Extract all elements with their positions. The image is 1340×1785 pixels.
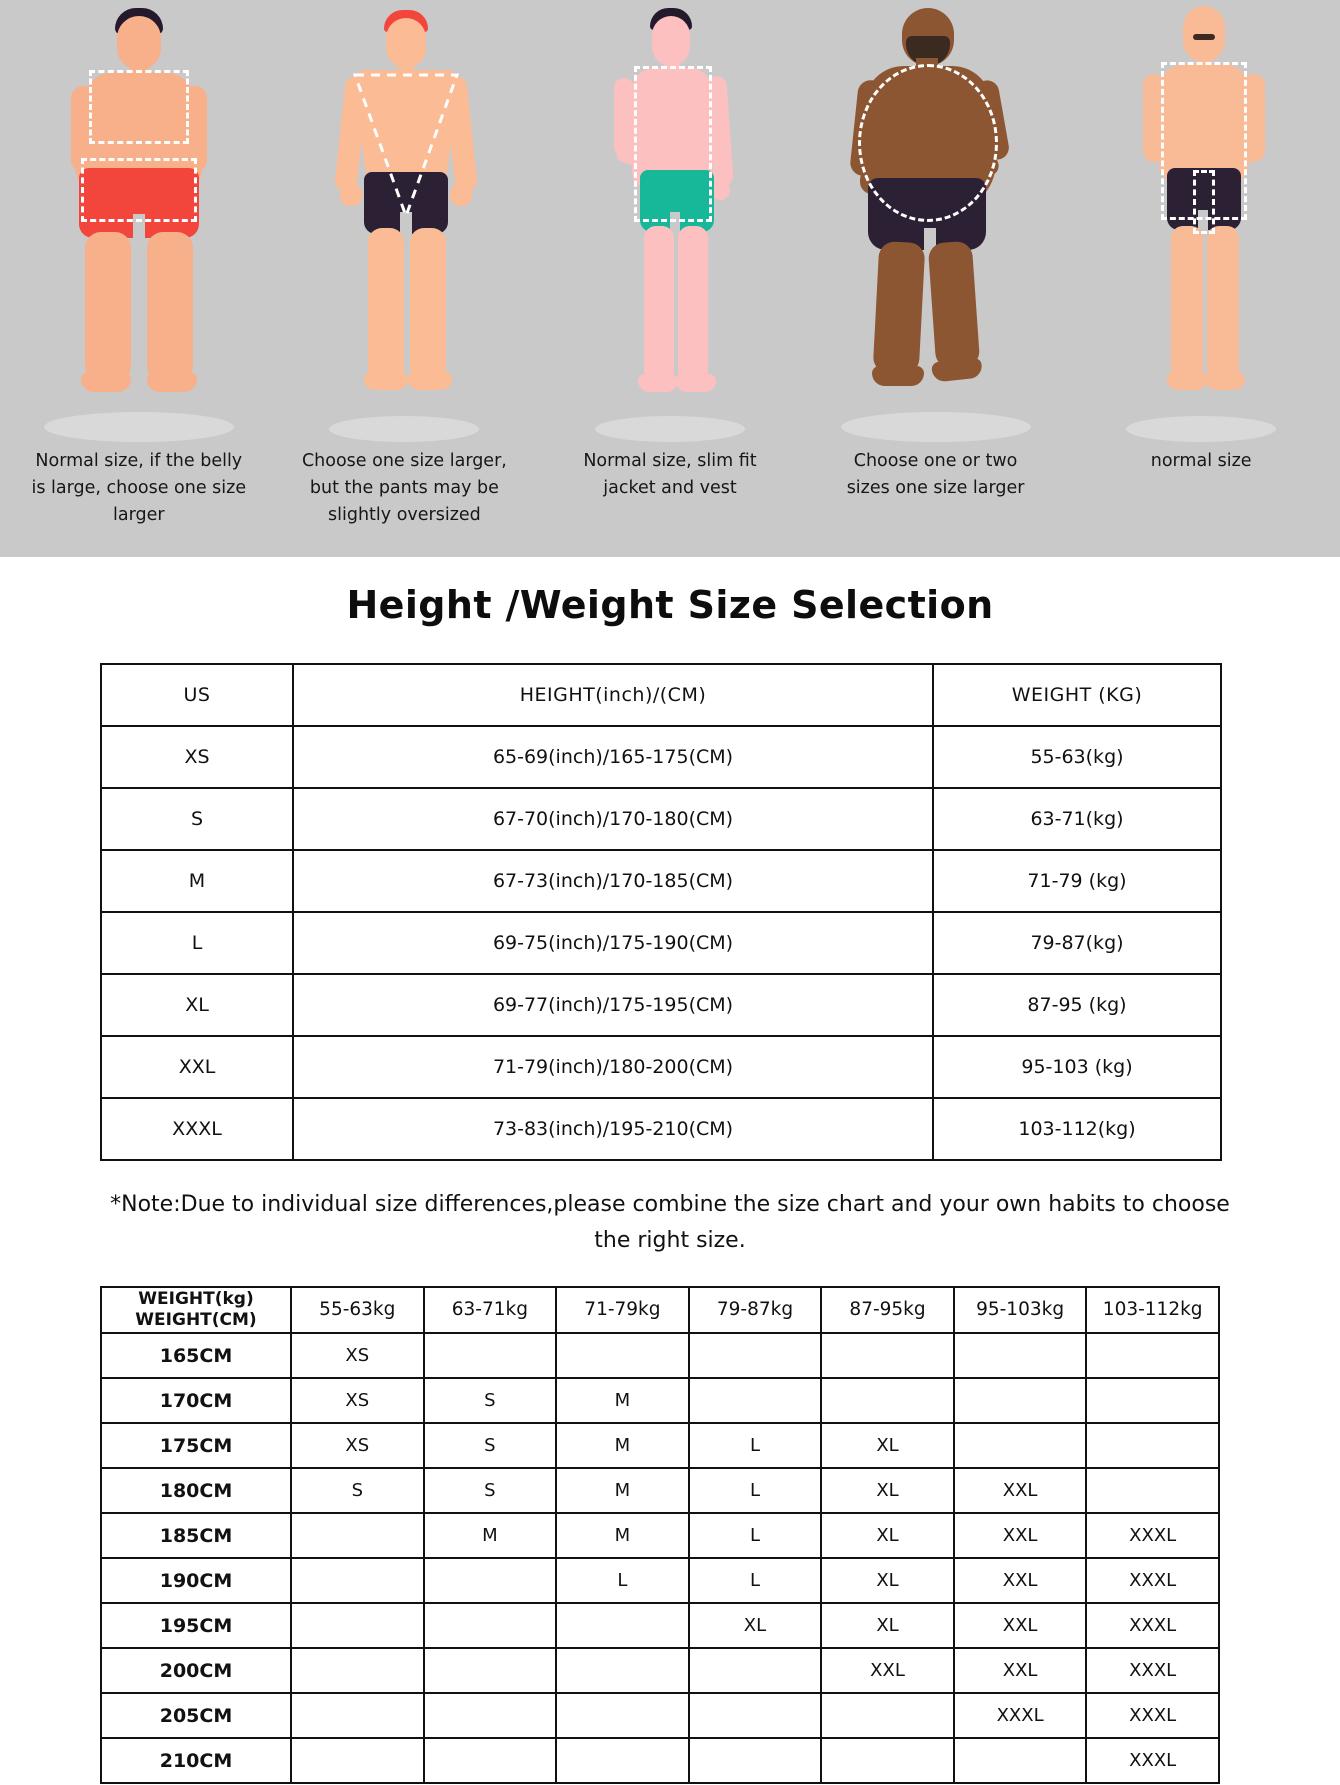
figure-athletic-art <box>288 0 520 448</box>
figure-athletic-v-shape <box>288 0 520 557</box>
foot-right <box>676 374 716 392</box>
table-row <box>101 974 1221 1036</box>
cell-size: L <box>101 912 293 974</box>
leg-right <box>678 226 708 384</box>
matrix-cell: M <box>556 1378 689 1423</box>
figure-caption: Normal size, slim fit jacket and vest <box>583 451 757 499</box>
cell-height: 73-83(inch)/195-210(CM) <box>293 1098 933 1160</box>
matrix-cell: XXXL <box>1086 1558 1219 1603</box>
v-taper-guide-dashed <box>352 70 460 220</box>
matrix-cell <box>424 1603 557 1648</box>
cell-size: XXXL <box>101 1098 293 1160</box>
matrix-cell <box>1086 1378 1219 1423</box>
size-table <box>100 663 1222 1161</box>
figure-shadow <box>841 412 1031 442</box>
foot-left <box>1167 372 1207 390</box>
matrix-cell <box>424 1738 557 1783</box>
matrix-row <box>101 1468 1219 1513</box>
cell-weight: 79-87(kg) <box>933 912 1221 974</box>
cell-height: 67-70(inch)/170-180(CM) <box>293 788 933 850</box>
leg-left <box>872 241 925 375</box>
leg-left <box>368 228 404 382</box>
matrix-cell <box>556 1738 689 1783</box>
matrix-cell: L <box>689 1423 822 1468</box>
matrix-cell <box>556 1603 689 1648</box>
matrix-row <box>101 1513 1219 1558</box>
figure-shadow <box>1126 416 1276 442</box>
foot-left <box>638 374 678 392</box>
cell-height: 69-77(inch)/175-195(CM) <box>293 974 933 1036</box>
leg-left <box>644 226 674 384</box>
cell-size: XXL <box>101 1036 293 1098</box>
matrix-cell: L <box>689 1513 822 1558</box>
matrix-row <box>101 1648 1219 1693</box>
foot-right <box>408 372 452 390</box>
matrix-cell <box>1086 1333 1219 1378</box>
matrix-cell <box>689 1378 822 1423</box>
size-note: *Note:Due to individual size differences,please combine the size chart and your own habits to choose the right size. <box>110 1192 1230 1254</box>
matrix-cell <box>424 1558 557 1603</box>
foot-right <box>1205 372 1245 390</box>
chest-waist-guide-dashed <box>634 66 712 222</box>
matrix-cell <box>424 1333 557 1378</box>
matrix-row-height: 180CM <box>101 1468 291 1513</box>
matrix-cell: M <box>556 1468 689 1513</box>
figure-caption: normal size <box>1150 451 1252 471</box>
matrix-cell <box>424 1693 557 1738</box>
cell-weight: 71-79 (kg) <box>933 850 1221 912</box>
foot-right <box>147 372 197 392</box>
matrix-cell <box>556 1333 689 1378</box>
matrix-cell: XXL <box>954 1558 1087 1603</box>
matrix-weight-header: 63-71kg <box>424 1287 557 1334</box>
matrix-cell: M <box>556 1423 689 1468</box>
foot-left <box>81 372 131 392</box>
matrix-cell: XL <box>821 1423 954 1468</box>
table-row <box>101 850 1221 912</box>
inseam-guide-dashed <box>1193 170 1215 234</box>
cell-weight: 63-71(kg) <box>933 788 1221 850</box>
matrix-cell <box>424 1648 557 1693</box>
matrix-cell: XXL <box>954 1513 1087 1558</box>
matrix-cell: S <box>424 1423 557 1468</box>
matrix-weight-header: 95-103kg <box>954 1287 1087 1334</box>
matrix-cell <box>689 1648 822 1693</box>
size-table-wrapper <box>0 663 1340 1161</box>
matrix-weight-header: 103-112kg <box>1086 1287 1219 1334</box>
matrix-cell: XL <box>821 1468 954 1513</box>
moustache <box>1193 34 1215 40</box>
figure-heavy-belly-art <box>23 0 255 448</box>
matrix-row-height: 170CM <box>101 1378 291 1423</box>
matrix-cell <box>954 1333 1087 1378</box>
matrix-cell: XL <box>821 1558 954 1603</box>
cell-size: XL <box>101 974 293 1036</box>
matrix-cell: XXL <box>954 1468 1087 1513</box>
foot-left <box>364 372 408 390</box>
matrix-row-height: 190CM <box>101 1558 291 1603</box>
matrix-row-height: 195CM <box>101 1603 291 1648</box>
figure-caption: Choose one size larger, but the pants may be slightly oversized <box>301 451 507 526</box>
matrix-cell: XXXL <box>1086 1648 1219 1693</box>
cell-size: M <box>101 850 293 912</box>
matrix-cell: XS <box>291 1423 424 1468</box>
foot-left <box>872 366 924 386</box>
matrix-cell <box>954 1378 1087 1423</box>
waist-guide-dashed <box>81 158 197 222</box>
matrix-weight-header: 55-63kg <box>291 1287 424 1334</box>
matrix-cell <box>689 1693 822 1738</box>
matrix-cell: XXL <box>821 1648 954 1693</box>
matrix-cell: XXL <box>954 1648 1087 1693</box>
cell-size: S <box>101 788 293 850</box>
matrix-cell <box>291 1558 424 1603</box>
matrix-row-height: 185CM <box>101 1513 291 1558</box>
matrix-cell <box>1086 1468 1219 1513</box>
matrix-cell <box>556 1648 689 1693</box>
matrix-cell: XXXL <box>1086 1738 1219 1783</box>
matrix-row-height: 165CM <box>101 1333 291 1378</box>
corner-label-weight-cm: WEIGHT(CM) <box>135 1309 257 1330</box>
leg-left <box>1171 226 1203 382</box>
figure-shadow <box>44 412 234 442</box>
cell-weight: 55-63(kg) <box>933 726 1221 788</box>
figure-large-art <box>820 0 1052 448</box>
chest-guide-dashed <box>89 70 189 144</box>
matrix-row-height: 175CM <box>101 1423 291 1468</box>
matrix-cell: XXXL <box>1086 1513 1219 1558</box>
matrix-cell <box>291 1693 424 1738</box>
matrix-cell: XXXL <box>954 1693 1087 1738</box>
matrix-row <box>101 1738 1219 1783</box>
cell-height: 65-69(inch)/165-175(CM) <box>293 726 933 788</box>
matrix-cell: XXXL <box>1086 1603 1219 1648</box>
table-row <box>101 912 1221 974</box>
matrix-cell: XXL <box>954 1603 1087 1648</box>
figure-average-art <box>1085 0 1317 448</box>
matrix-cell: L <box>556 1558 689 1603</box>
matrix-table-wrapper <box>0 1286 1340 1785</box>
table-row <box>101 788 1221 850</box>
cell-height: 71-79(inch)/180-200(CM) <box>293 1036 933 1098</box>
matrix-row <box>101 1423 1219 1468</box>
cell-weight: 103-112(kg) <box>933 1098 1221 1160</box>
leg-left <box>85 232 131 382</box>
matrix-cell <box>291 1603 424 1648</box>
matrix-cell <box>954 1738 1087 1783</box>
figure-slim-art <box>554 0 786 448</box>
matrix-table <box>100 1286 1220 1785</box>
matrix-cell: L <box>689 1468 822 1513</box>
matrix-cell <box>821 1693 954 1738</box>
cell-height: 67-73(inch)/170-185(CM) <box>293 850 933 912</box>
leg-right <box>410 228 446 382</box>
leg-right <box>927 241 980 370</box>
matrix-cell <box>1086 1423 1219 1468</box>
matrix-corner-header <box>101 1287 291 1334</box>
matrix-row-height: 200CM <box>101 1648 291 1693</box>
figure-caption: Choose one or two sizes one size larger <box>846 451 1025 499</box>
matrix-cell <box>291 1648 424 1693</box>
v-taper-guide-svg <box>352 70 460 220</box>
matrix-cell <box>821 1738 954 1783</box>
table-row <box>101 1098 1221 1160</box>
matrix-row <box>101 1333 1219 1378</box>
matrix-cell <box>821 1333 954 1378</box>
header-height: HEIGHT(inch)/(CM) <box>293 664 933 726</box>
cell-weight: 95-103 (kg) <box>933 1036 1221 1098</box>
matrix-weight-header: 71-79kg <box>556 1287 689 1334</box>
corner-label-weight-kg: WEIGHT(kg) <box>138 1288 254 1309</box>
matrix-row <box>101 1693 1219 1738</box>
foot-right <box>931 357 983 382</box>
matrix-cell: M <box>556 1513 689 1558</box>
page-title: Height /Weight Size Selection <box>346 583 994 627</box>
matrix-cell: XS <box>291 1378 424 1423</box>
matrix-cell: S <box>424 1468 557 1513</box>
cell-height: 69-75(inch)/175-190(CM) <box>293 912 933 974</box>
figure-heavy-belly <box>23 0 255 557</box>
matrix-cell <box>291 1513 424 1558</box>
matrix-cell: XXXL <box>1086 1693 1219 1738</box>
matrix-row <box>101 1558 1219 1603</box>
figures-row <box>0 0 1340 557</box>
matrix-cell <box>556 1693 689 1738</box>
figure-large-build <box>820 0 1052 557</box>
figure-slim <box>554 0 786 557</box>
matrix-cell: S <box>291 1468 424 1513</box>
figure-shadow <box>595 416 745 442</box>
matrix-row-height: 205CM <box>101 1693 291 1738</box>
figure-caption: Normal size, if the belly is large, choose one size larger <box>31 451 247 526</box>
matrix-cell <box>821 1378 954 1423</box>
matrix-cell: L <box>689 1558 822 1603</box>
matrix-cell: XL <box>821 1603 954 1648</box>
matrix-cell: M <box>424 1513 557 1558</box>
figure-shadow <box>329 416 479 442</box>
belly-guide-dashed-oval <box>858 64 998 222</box>
matrix-header-row <box>101 1287 1219 1334</box>
matrix-cell: S <box>424 1378 557 1423</box>
matrix-cell <box>954 1423 1087 1468</box>
matrix-weight-header: 79-87kg <box>689 1287 822 1334</box>
figure-average <box>1085 0 1317 557</box>
matrix-row-height: 210CM <box>101 1738 291 1783</box>
body-type-illustration-band <box>0 0 1340 557</box>
cell-size: XS <box>101 726 293 788</box>
matrix-cell <box>291 1738 424 1783</box>
header-us: US <box>101 664 293 726</box>
leg-right <box>1207 226 1239 382</box>
matrix-row <box>101 1603 1219 1648</box>
table-row <box>101 1036 1221 1098</box>
matrix-row <box>101 1378 1219 1423</box>
matrix-cell <box>689 1333 822 1378</box>
table-header-row <box>101 664 1221 726</box>
matrix-cell: XL <box>821 1513 954 1558</box>
matrix-cell: XL <box>689 1603 822 1648</box>
matrix-weight-header: 87-95kg <box>821 1287 954 1334</box>
cell-weight: 87-95 (kg) <box>933 974 1221 1036</box>
matrix-cell: XS <box>291 1333 424 1378</box>
header-weight: WEIGHT (KG) <box>933 664 1221 726</box>
matrix-cell <box>689 1738 822 1783</box>
leg-right <box>147 232 193 382</box>
table-row <box>101 726 1221 788</box>
